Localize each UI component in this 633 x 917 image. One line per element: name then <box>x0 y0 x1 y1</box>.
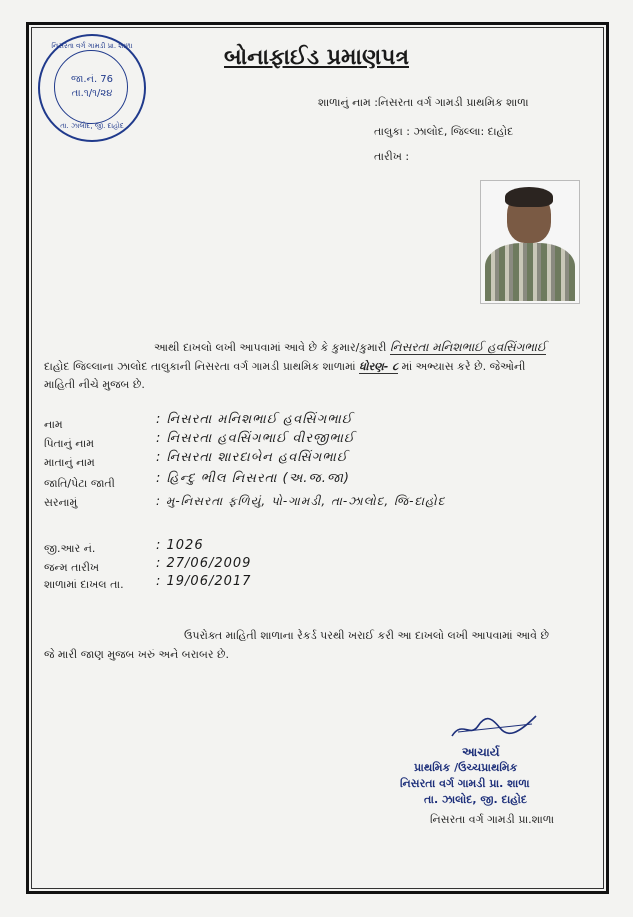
intro-line-1 <box>154 338 614 357</box>
closing-line-1: ઉપરોક્ત માહિતી શાળાના રેકર્ડ પરથી ખરાઈ કરી આ દાખલો લખી આપવામાં આવે છે <box>184 629 549 642</box>
detail-label-father: પિતાનું નામ <box>44 437 94 450</box>
school-name-value: નિસરતા વર્ગ ગામડી પ્રાથમિક શાળા <box>378 96 529 109</box>
intro-line-3: માહિતી નીચે મુજબ છે. <box>44 378 145 391</box>
school-name-row <box>318 96 529 110</box>
stamp-title: આચાર્ય <box>462 745 500 759</box>
detail-value-mother: : નિસરતા શારદાબેન હવસિંગભાઈ <box>156 450 348 465</box>
stamp-line-4: તા. ઝાલોદ, જી. દાહોદ <box>424 793 528 806</box>
taluka-row: તાલુકા : ઝાલોદ, જિલ્લા: દાહોદ <box>374 125 514 138</box>
seal-number: જા.નં. 76 <box>70 74 114 85</box>
detail-label-mother: માતાનું નામ <box>44 456 95 469</box>
stamp-line-2: પ્રાથમિક /ઉચ્ચપ્રાથમિક <box>414 761 518 774</box>
record-label-admission: શાળામાં દાખલ તા. <box>44 578 124 591</box>
record-label-gr: જી.આર નં. <box>44 542 96 555</box>
intro-prefix: આથી દાખલો લખી આપવામાં આવે છે કે કુમાર/કુમારી <box>154 341 387 354</box>
record-value-admission: : 19/06/2017 <box>156 574 252 589</box>
principal-signature <box>448 712 540 742</box>
intro-line-2-suffix: માં અભ્યાસ કરે છે. જેઓની <box>401 360 526 373</box>
detail-value-caste: : હિન્દુ ભીલ નિસરતા (અ.જ.જા) <box>156 471 350 486</box>
detail-label-address: સરનામું <box>44 496 78 509</box>
seal-date: તા.૧/૧/૨૪ <box>71 88 113 99</box>
student-photo <box>480 180 580 304</box>
record-label-dob: જન્મ તારીખ <box>44 561 100 574</box>
record-value-gr: : 1026 <box>156 538 204 553</box>
stamp-line-3: નિસરતા વર્ગ ગામડી પ્રા. શાળા <box>400 777 530 790</box>
seal-ring-bottom: તા. ઝાલોદ, જી. દાહોદ <box>60 122 124 130</box>
seal-ring-top: નિસરતા વર્ગ ગામડી પ્રા. શાળા <box>51 42 133 50</box>
student-name-handwritten: નિસરતા મનિશભાઈ હવસિંગભાઈ <box>389 340 547 354</box>
date-row: તારીખ : <box>374 150 410 163</box>
certificate-title: બોનાફાઈડ પ્રમાણપત્ર <box>224 44 409 70</box>
detail-value-name: : નિસરતા મનિશભાઈ હવસિંગભાઈ <box>156 412 353 427</box>
detail-label-caste: જાતિ/પેટા જાતી <box>44 477 115 490</box>
footer-school-name: નિસરતા વર્ગ ગામડી પ્રા.શાળા <box>430 813 555 826</box>
photo-shirt <box>485 243 575 301</box>
closing-line-2: જે મારી જાણ મુજબ ખરું અને બરાબર છે. <box>44 648 230 661</box>
detail-value-address: : મુ-નિસરતા ફળિયું, પો-ગામડી, તા-ઝાલોદ, જિ-દાહોદ <box>156 494 446 508</box>
record-value-dob: : 27/06/2009 <box>156 556 252 571</box>
intro-line-2-prefix: દાહોદ જિલ્લાના ઝાલોદ તાલુકાની નિસરતા વર્ગ ગામડી પ્રાથમિક શાળામાં <box>44 360 356 373</box>
detail-value-father: : નિસરતા હવસિંગભાઈ વીરજીભાઈ <box>156 431 355 446</box>
school-name-label: શાળાનું નામ : <box>318 96 379 109</box>
standard-handwritten: ધોરણ- ૮ <box>359 360 399 373</box>
detail-label-name: નામ <box>44 418 63 431</box>
photo-hair <box>505 187 553 207</box>
intro-line-2 <box>44 358 604 376</box>
